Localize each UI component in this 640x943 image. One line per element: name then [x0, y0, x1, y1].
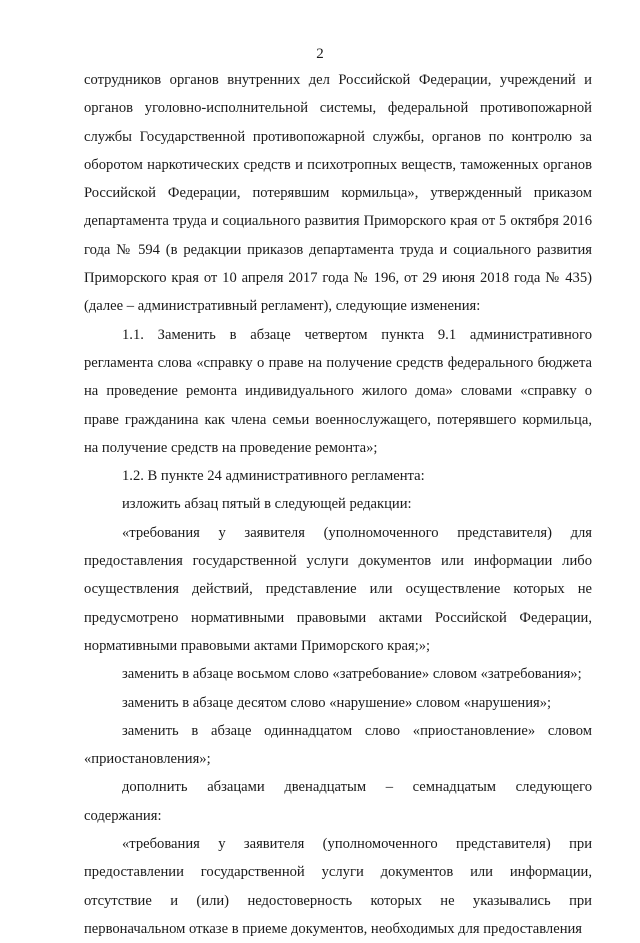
paragraph-5: «требования у заявителя (уполномоченного представителя) для предоставления государственной услуги документов или информации либо осуществления действий, представление или осуществление которых не предусмотрено нормативными правовыми актами Российской Федерации, нормативными правовыми актами Приморского края;»; — [84, 524, 592, 654]
paragraph-4: изложить абзац пятый в следующей редакции: — [122, 496, 412, 513]
paragraph-3: 1.2. В пункте 24 административного регламента: — [122, 468, 425, 485]
paragraph-8: заменить в абзаце одиннадцатом слово «приостановление» словом «приостановления»; — [84, 722, 592, 768]
paragraph-2: 1.1. Заменить в абзаце четвертом пункта 9.1 административного регламента слова «справку о праве на получение средств федерального бюджета на проведение ремонта индивидуального жилого дома» словами «справку о праве гражданина как члена семьи военнослужащего, потерявшего кормильца, на получение средств на проведение ремонта»; — [84, 326, 592, 456]
paragraph-6: заменить в абзаце восьмом слово «затребование» словом «затребования»; — [122, 666, 582, 683]
paragraph-9: дополнить абзацами двенадцатым – семнадцатым следующего содержания: — [84, 779, 592, 824]
paragraph-1: сотрудников органов внутренних дел Российской Федерации, учреждений и органов уголовно-исполнительной системы, федеральной противопожарной службы Государственной противопожарной службы, органов по контролю за оборотом наркотических средств и психотропных веществ, таможенных органов Российской Федерации, потерявшим кормильца», утвержденный приказом департамента труда и социального развития Приморского края от 5 октября 2016 года № 594 (в редакции приказов департамента труда и социального развития Приморского края от 10 апреля 2017 года № 196, от 29 июня 2018 года № 435) (далее – административный регламент), следующие изменения: — [84, 72, 592, 315]
paragraph-10: «требования у заявителя (уполномоченного представителя) при предоставлении государственной услуги документов или информации, отсутствие и (или) недостоверность которых не указывались при первоначальном отказе в приеме документов, необходимых для предоставления — [84, 836, 592, 937]
page-number: 2 — [316, 46, 324, 62]
paragraph-7: заменить в абзаце десятом слово «нарушение» словом «нарушения»; — [122, 694, 552, 711]
document-body — [84, 66, 592, 943]
